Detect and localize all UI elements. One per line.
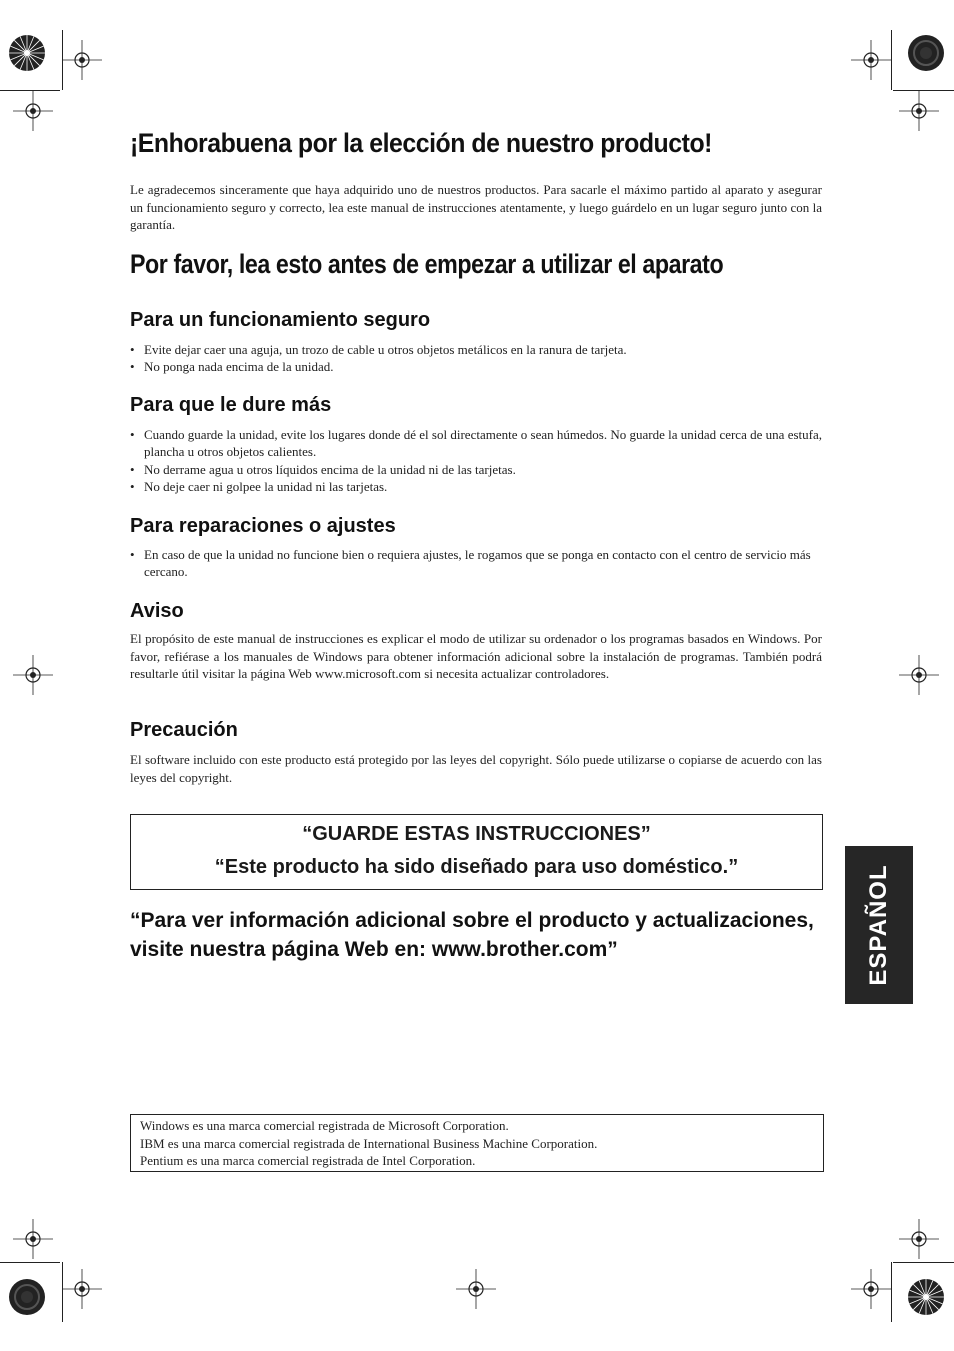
section-title-repair: Para reparaciones o ajustes [130,515,396,537]
section-title-caution: Precaución [130,719,238,741]
trademarks-box [130,1114,824,1172]
crosshair-target-icon [899,1219,939,1259]
instructions-box [130,814,823,890]
crosshair-target-icon [851,1269,891,1309]
registration-rosette-icon [906,1277,946,1317]
notice-paragraph: El propósito de este manual de instrucciones es explicar el modo de utilizar su ordenador o los programas basados en Windows. Por favor, refiérase a los manuales de Windows para obtener información adicional sobre la instalación de programas. También podrá resultarle útil visitar la página Web www.microsoft.com si necesita actualizar controladores. [130,631,822,682]
crosshair-target-icon [899,655,939,695]
crop-line [0,1262,60,1263]
list-item: • No ponga nada encima de la unidad. [130,358,822,375]
registration-rosette-icon [906,33,946,73]
language-tab-label: ESPAÑOL [865,864,892,986]
crosshair-target-icon [899,91,939,131]
web-info-note: “Para ver información adicional sobre el producto y actualizaciones, visite nuestra página Web en: www.brother.com” [130,909,814,961]
crosshair-target-icon [62,1269,102,1309]
crosshair-target-icon [13,655,53,695]
crosshair-target-icon [456,1269,496,1309]
crosshair-target-icon [13,91,53,131]
last-list [130,426,822,496]
crop-line [893,1262,954,1263]
crop-line [62,30,63,90]
section-title-notice: Aviso [130,600,184,622]
crop-line [0,90,60,91]
list-item: • Cuando guarde la unidad, evite los lugares donde dé el sol directamente o sean húmedos. No guarde la unidad cerca de una estufa, plancha u otros objetos calientes. [130,426,822,461]
crop-line [891,30,892,90]
crosshair-target-icon [851,40,891,80]
intro-paragraph: Le agradecemos sinceramente que haya adquirido uno de nuestros productos. Para sacarle el máximo partido al aparato y asegurar un funcionamiento seguro y correcto, lea este manual de instrucciones atentamente, y luego guárdelo en un lugar seguro junto con la garantía. [130,182,822,233]
list-item: • No derrame agua u otros líquidos encima de la unidad ni de las tarjetas. [130,461,822,478]
page-title: ¡Enhorabuena por la elección de nuestro producto! [130,128,712,158]
trademark-line: Windows es una marca comercial registrada de Microsoft Corporation. [140,1118,509,1133]
crosshair-target-icon [13,1219,53,1259]
crop-line [891,1262,892,1322]
trademark-line: Pentium es una marca comercial registrada de Intel Corporation. [140,1153,476,1168]
language-tab [845,846,913,1004]
crop-line [62,1262,63,1322]
registration-rosette-icon [7,1277,47,1317]
list-item: • En caso de que la unidad no funcione bien o requiera ajustes, le rogamos que se ponga en contacto con el centro de servicio más cercano. [130,546,822,581]
registration-rosette-icon [7,33,47,73]
crosshair-target-icon [62,40,102,80]
list-item: • Evite dejar caer una aguja, un trozo de cable u otros objetos metálicos en la ranura de tarjeta. [130,341,822,358]
list-item: • No deje caer ni golpee la unidad ni las tarjetas. [130,478,822,495]
domestic-use-text: “Este producto ha sido diseñado para uso doméstico.” [214,856,739,878]
caution-paragraph: El software incluido con este producto está protegido por las leyes del copyright. Sólo puede utilizarse o copiarse de acuerdo con las leyes del copyright. [130,752,822,785]
read-first-heading: Por favor, lea esto antes de empezar a utilizar el aparato [130,249,724,279]
section-title-safe: Para un funcionamiento seguro [130,309,431,331]
trademark-line: IBM es una marca comercial registrada de International Business Machine Corporation. [140,1135,598,1151]
safe-list [130,341,822,376]
save-instructions-text: “GUARDE ESTAS INSTRUCCIONES” [302,823,651,845]
section-title-last: Para que le dure más [130,394,332,416]
crop-line [893,90,954,91]
repair-list [130,546,822,581]
